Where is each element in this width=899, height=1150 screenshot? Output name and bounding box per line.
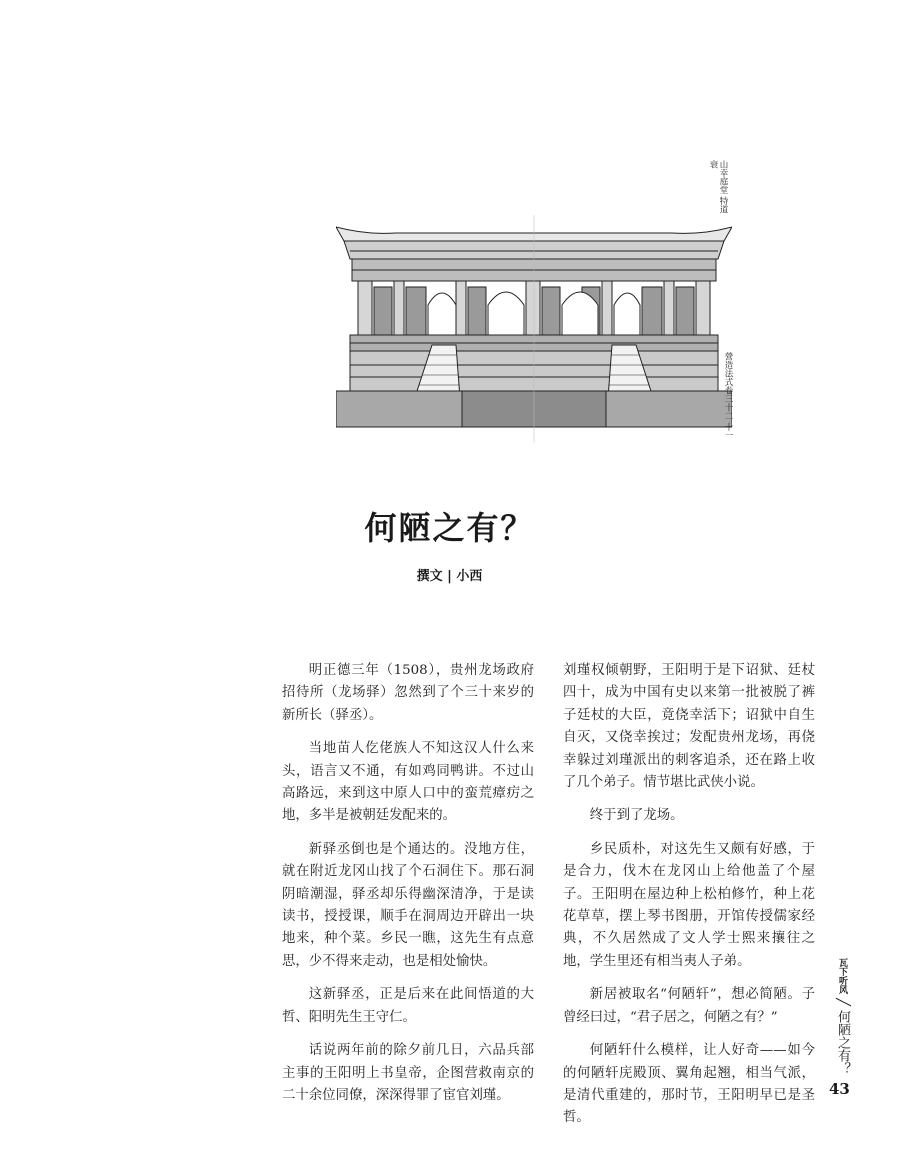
paragraph: 乡民质朴，对这先生又颇有好感，于是合力，伐木在龙冈山上给他盖了个屋子。王阳明在屋边种上松柏修竹，种上花花草草，摆上琴书图册，开馆传授儒家经典，不久居然成了文人学士熙来攘往之地，学生里还有相当夷人子弟。 xyxy=(563,841,815,969)
illustration-caption-top: 山幸庭堂 特道衰 xyxy=(708,160,728,214)
illustration-caption-right: 營造法式卷三十二 十一 xyxy=(723,352,733,440)
article-title: 何陋之有？ xyxy=(364,509,535,547)
paragraph: 终于到了龙场。 xyxy=(589,808,684,824)
separator: ╱ xyxy=(835,998,850,1006)
paragraph: 明正德三年（1508），贵州龙场政府招待所（龙场驿）忽然到了个三十来岁的新所长（驿丞）。 xyxy=(282,663,534,723)
paragraph: 新居被取名“何陋轩”，想必简陋。子曾经曰过，“君子居之，何陋之有？” xyxy=(563,987,815,1025)
paragraph: 新驿丞倒也是个通达的。没地方住，就在附近龙冈山找了个石洞住下。那石洞阴暗潮湿，驿丞却乐得幽深清净，于是读读书，授授课，顺手在洞周边开辟出一块地来，种个菜。乡民一瞧，这先生有点意思，少不得来走动，也是相处愉快。 xyxy=(282,841,534,969)
paragraph: 当地苗人仡佬族人不知这汉人什么来头，语言又不通，有如鸡同鸭讲。不过山高路远，来到这中原人口中的蛮荒瘴疠之地，多半是被朝廷发配来的。 xyxy=(282,741,534,824)
paragraph-continued: 刘瑾权倾朝野，王阳明于是下诏狱、廷杖四十，成为中国有史以来第一批被脱了裤子廷杖的大臣，竟侥幸活下；诏狱中自生自灭，又侥幸挨过；发配贵州龙场，再侥幸躲过刘瑾派出的刺客追杀，还在路上收了几个弟子。情节堪比武侠小说。 xyxy=(563,663,815,791)
pavilion-illustration xyxy=(336,215,732,443)
section-name: 瓦下听风 xyxy=(837,958,847,994)
article-byline: 撰文 | 小西 xyxy=(416,569,483,584)
paragraph: 这新驿丞，正是后来在此间悟道的大哲、阳明先生王守仁。 xyxy=(282,987,534,1025)
paragraph: 何陋轩什么模样，让人好奇——如今的何陋轩庑殿顶、翼角起翘，相当气派，是清代重建的，那时节，王阳明早已是圣哲。 xyxy=(563,1043,815,1126)
running-title: 何陋之有？ xyxy=(835,1010,850,1076)
left-column xyxy=(282,660,534,1118)
page-number: 43 xyxy=(829,1080,850,1098)
paragraph: 话说两年前的除夕前几日，六品兵部主事的王阳明上书皇帝，企图营救南京的二十余位同僚，深深得罪了宦官刘瑾。 xyxy=(282,1043,534,1103)
running-head xyxy=(835,958,849,1075)
right-column xyxy=(563,660,815,1141)
